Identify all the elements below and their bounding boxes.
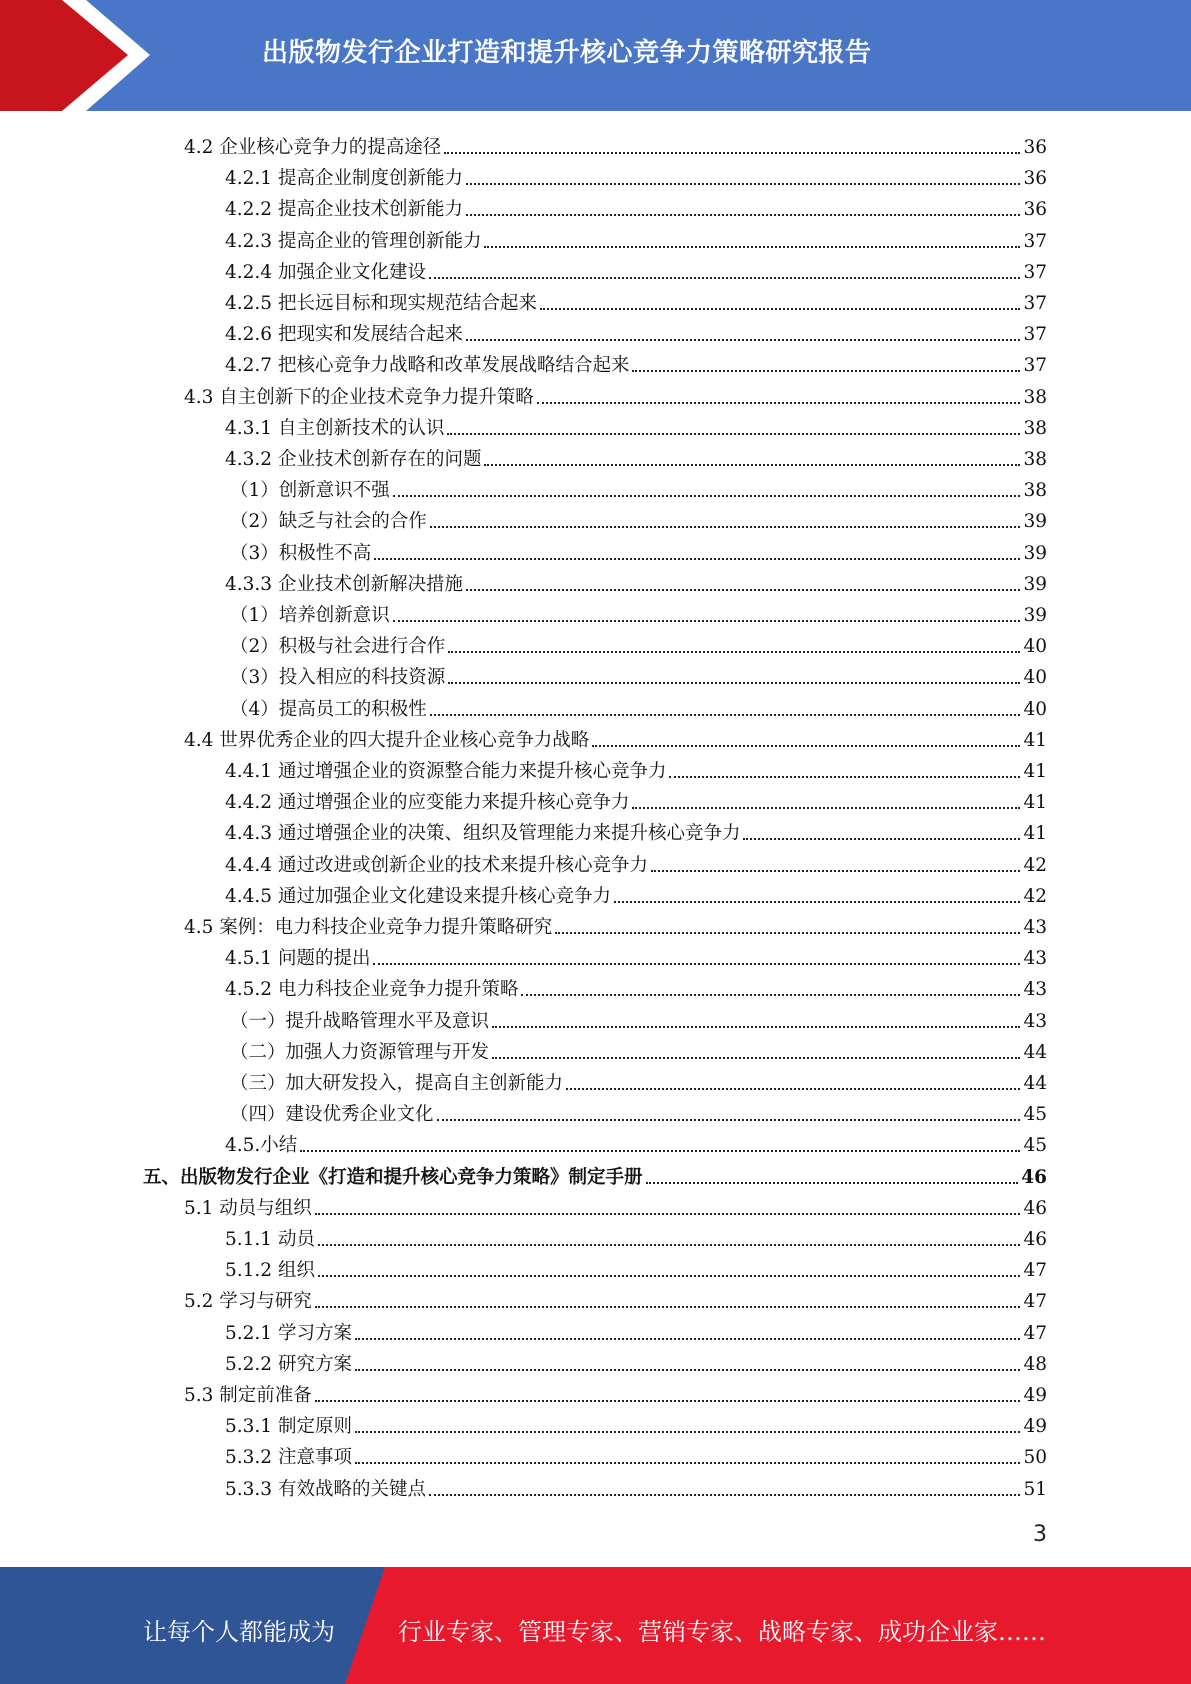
toc-entry[interactable] bbox=[225, 1220, 1047, 1251]
toc-entry[interactable] bbox=[230, 502, 1047, 533]
toc-entry-page: 51 bbox=[1023, 1478, 1047, 1500]
toc-leader-dots bbox=[429, 277, 1020, 279]
toc-entry-page: 39 bbox=[1023, 605, 1047, 626]
toc-entry-title: 5.2 学习与研究 bbox=[184, 1291, 312, 1313]
toc-entry-title: （1）培养创新意识 bbox=[230, 605, 390, 626]
toc-entry[interactable] bbox=[225, 222, 1047, 253]
toc-leader-dots bbox=[651, 870, 1020, 872]
toc-leader-dots bbox=[393, 620, 1021, 622]
toc-entry-title: （4）提高员工的积极性 bbox=[230, 698, 427, 720]
toc-entry-page: 43 bbox=[1023, 917, 1047, 938]
toc-entry-title: （3）投入相应的科技资源 bbox=[230, 667, 446, 689]
toc-entry-title: 4.3 自主创新下的企业技术竞争力提升策略 bbox=[184, 386, 534, 408]
toc-entry-page: 39 bbox=[1023, 573, 1047, 595]
toc-entry[interactable] bbox=[225, 1314, 1047, 1345]
toc-entry-title: 5.2.1 学习方案 bbox=[225, 1322, 352, 1344]
toc-entry-title: （四）建设优秀企业文化 bbox=[230, 1104, 434, 1126]
toc-leader-dots bbox=[484, 464, 1020, 466]
toc-entry-page: 49 bbox=[1023, 1416, 1047, 1438]
toc-entry-page: 39 bbox=[1023, 542, 1047, 564]
toc-entry[interactable] bbox=[230, 627, 1047, 658]
toc-leader-dots bbox=[355, 1431, 1021, 1433]
toc-entry[interactable] bbox=[184, 1282, 1047, 1313]
toc-leader-dots bbox=[632, 370, 1020, 372]
toc-entry[interactable] bbox=[225, 877, 1047, 908]
toc-entry[interactable] bbox=[184, 908, 1047, 939]
toc-entry-page: 47 bbox=[1023, 1260, 1047, 1282]
toc-entry[interactable] bbox=[230, 1002, 1047, 1033]
toc-entry[interactable] bbox=[225, 253, 1047, 284]
toc-entry-page: 40 bbox=[1023, 698, 1047, 720]
toc-leader-dots bbox=[592, 745, 1020, 747]
toc-entry-title: （三）加大研发投入，提高自主创新能力 bbox=[230, 1073, 564, 1094]
toc-entry[interactable] bbox=[230, 1033, 1047, 1064]
toc-entry-title: 5.3.3 有效战略的关键点 bbox=[225, 1478, 426, 1500]
toc-entry[interactable] bbox=[225, 846, 1047, 877]
toc-entry[interactable] bbox=[230, 1064, 1047, 1095]
toc-entry-title: 4.2.5 把长远目标和现实规范结合起来 bbox=[225, 293, 537, 314]
toc-entry[interactable] bbox=[225, 1251, 1047, 1282]
toc-entry-title: 4.5.1 问题的提出 bbox=[225, 948, 371, 970]
toc-entry[interactable] bbox=[225, 346, 1047, 377]
toc-entry-page: 41 bbox=[1023, 792, 1047, 814]
toc-entry-title: 4.5.2 电力科技企业竞争力提升策略 bbox=[225, 979, 519, 1001]
toc-entry[interactable] bbox=[230, 596, 1047, 627]
toc-leader-dots bbox=[466, 214, 1020, 216]
toc-entry-title: （2）积极与社会进行合作 bbox=[230, 636, 446, 658]
toc-leader-dots bbox=[444, 152, 1020, 154]
toc-entry[interactable] bbox=[225, 970, 1047, 1001]
toc-entry[interactable] bbox=[225, 1438, 1047, 1469]
toc-entry-title: 4.5.小结 bbox=[225, 1135, 298, 1157]
toc-entry[interactable] bbox=[225, 752, 1047, 783]
toc-entry-title: 五、出版物发行企业《打造和提升核心竞争力策略》制定手册 bbox=[143, 1166, 643, 1188]
toc-entry-title: 5.3.2 注意事项 bbox=[225, 1447, 352, 1469]
toc-entry-page: 41 bbox=[1023, 823, 1047, 845]
toc-leader-dots bbox=[315, 1400, 1021, 1402]
toc-entry-page: 45 bbox=[1023, 1104, 1047, 1126]
toc-leader-dots bbox=[355, 1369, 1021, 1371]
toc-entry-title: 5.3 制定前准备 bbox=[184, 1385, 312, 1406]
toc-entry-page: 37 bbox=[1023, 324, 1047, 346]
toc-entry[interactable] bbox=[225, 783, 1047, 814]
toc-entry-title: （2）缺乏与社会的合作 bbox=[230, 511, 427, 533]
toc-entry-page: 41 bbox=[1023, 729, 1047, 751]
toc-entry-page: 47 bbox=[1023, 1291, 1047, 1313]
toc-leader-dots bbox=[318, 1275, 1021, 1277]
toc-entry-page: 37 bbox=[1023, 230, 1047, 252]
toc-entry[interactable] bbox=[184, 721, 1047, 752]
toc-leader-dots bbox=[743, 838, 1020, 840]
toc-leader-dots bbox=[315, 1213, 1021, 1215]
toc-leader-dots bbox=[315, 1306, 1021, 1308]
toc-entry[interactable] bbox=[184, 378, 1047, 409]
toc-entry-page: 37 bbox=[1023, 261, 1047, 283]
toc-entry-page: 38 bbox=[1023, 449, 1047, 470]
toc-entry-page: 44 bbox=[1023, 1073, 1047, 1094]
toc-entry-title: 4.4 世界优秀企业的四大提升企业核心竞争力战略 bbox=[184, 729, 590, 751]
toc-entry-page: 50 bbox=[1023, 1447, 1047, 1469]
toc-leader-dots bbox=[373, 963, 1020, 965]
toc-entry-title: 4.4.1 通过增强企业的资源整合能力来提升核心竞争力 bbox=[225, 761, 667, 782]
toc-leader-dots bbox=[448, 651, 1020, 653]
toc-entry[interactable] bbox=[225, 440, 1047, 471]
toc-entry-page: 46 bbox=[1023, 1197, 1047, 1219]
toc-entry[interactable] bbox=[225, 1345, 1047, 1376]
toc-entry-page: 36 bbox=[1023, 168, 1047, 190]
toc-entry-page: 41 bbox=[1023, 761, 1047, 782]
toc-entry-page: 45 bbox=[1023, 1135, 1047, 1157]
toc-entry-title: 4.2.1 提高企业制度创新能力 bbox=[225, 168, 463, 190]
toc-entry-page: 43 bbox=[1023, 979, 1047, 1001]
toc-entry-title: 4.4.3 通过增强企业的决策、组织及管理能力来提升核心竞争力 bbox=[225, 823, 741, 845]
toc-entry-page: 46 bbox=[1021, 1166, 1047, 1188]
toc-leader-dots bbox=[393, 495, 1021, 497]
toc-entry-title: 5.2.2 研究方案 bbox=[225, 1353, 352, 1375]
toc-leader-dots bbox=[492, 1026, 1020, 1028]
toc-entry-page: 37 bbox=[1023, 355, 1047, 377]
toc-leader-dots bbox=[492, 1057, 1020, 1059]
toc-entry-page: 43 bbox=[1023, 948, 1047, 970]
toc-leader-dots bbox=[646, 1182, 1019, 1184]
toc-entry-page: 38 bbox=[1023, 417, 1047, 439]
toc-leader-dots bbox=[466, 183, 1020, 185]
toc-entry[interactable] bbox=[230, 690, 1047, 721]
toc-entry-title: （二）加强人力资源管理与开发 bbox=[230, 1041, 490, 1063]
toc-entry-title: 4.3.1 自主创新技术的认识 bbox=[225, 417, 445, 439]
toc-entry[interactable] bbox=[230, 471, 1047, 502]
toc-leader-dots bbox=[430, 526, 1021, 528]
toc-entry-title: 4.3.2 企业技术创新存在的问题 bbox=[225, 449, 482, 470]
toc-leader-dots bbox=[521, 994, 1020, 996]
toc-entry-title: 4.4.2 通过增强企业的应变能力来提升核心竞争力 bbox=[225, 792, 630, 814]
toc-entry[interactable] bbox=[184, 128, 1047, 159]
toc-entry-title: （1）创新意识不强 bbox=[230, 480, 390, 502]
toc-entry-page: 37 bbox=[1023, 293, 1047, 314]
toc-entry-page: 48 bbox=[1023, 1353, 1047, 1375]
toc-entry-page: 36 bbox=[1023, 137, 1047, 158]
toc-entry-title: 4.3.3 企业技术创新解决措施 bbox=[225, 573, 463, 595]
toc-leader-dots bbox=[300, 1150, 1020, 1152]
toc-entry[interactable] bbox=[225, 814, 1047, 845]
toc-entry-page: 38 bbox=[1023, 386, 1047, 408]
toc-entry-page: 40 bbox=[1023, 667, 1047, 689]
toc-leader-dots bbox=[669, 776, 1020, 778]
toc-entry-page: 49 bbox=[1023, 1385, 1047, 1406]
toc-entry-title: 4.2 企业核心竞争力的提高途径 bbox=[184, 137, 442, 158]
toc-entry-title: 4.4.4 通过改进或创新企业的技术来提升核心竞争力 bbox=[225, 854, 648, 876]
page-footer bbox=[0, 1567, 1191, 1684]
toc-entry[interactable] bbox=[225, 409, 1047, 440]
toc-leader-dots bbox=[566, 1088, 1020, 1090]
toc-leader-dots bbox=[484, 246, 1020, 248]
toc-entry-title: （3）积极性不高 bbox=[230, 542, 372, 564]
toc-leader-dots bbox=[355, 1338, 1021, 1340]
toc-entry-title: 4.2.6 把现实和发展结合起来 bbox=[225, 324, 463, 346]
toc-entry-title: 4.4.5 通过加强企业文化建设来提升核心竞争力 bbox=[225, 885, 611, 907]
toc-entry[interactable] bbox=[230, 658, 1047, 689]
toc-leader-dots bbox=[447, 433, 1020, 435]
toc-entry[interactable] bbox=[230, 1095, 1047, 1126]
toc-entry-title: 4.2.3 提高企业的管理创新能力 bbox=[225, 230, 482, 252]
toc-entry[interactable] bbox=[225, 315, 1047, 346]
toc-entry[interactable] bbox=[184, 1376, 1047, 1407]
toc-entry-page: 40 bbox=[1023, 636, 1047, 658]
header-title: 出版物发行企业打造和提升核心竞争力策略研究报告 bbox=[262, 38, 872, 68]
toc-entry-page: 42 bbox=[1023, 854, 1047, 876]
toc-leader-dots bbox=[318, 1244, 1021, 1246]
toc-leader-dots bbox=[448, 682, 1020, 684]
toc-entry-page: 47 bbox=[1023, 1322, 1047, 1344]
toc-entry-page: 46 bbox=[1023, 1229, 1047, 1250]
toc-entry-page: 44 bbox=[1023, 1041, 1047, 1063]
toc-entry[interactable] bbox=[225, 159, 1047, 190]
footer-slogan-right: 行业专家、管理专家、营销专家、战略专家、成功企业家…… bbox=[398, 1618, 1046, 1646]
toc-entry-title: 5.1.1 动员 bbox=[225, 1229, 315, 1250]
toc-entry-title: （一）提升战略管理水平及意识 bbox=[230, 1010, 490, 1032]
toc-entry-title: 4.5 案例：电力科技企业竞争力提升策略研究 bbox=[184, 917, 553, 938]
toc-entry-title: 4.2.2 提高企业技术创新能力 bbox=[225, 199, 463, 221]
toc-entry[interactable] bbox=[225, 1470, 1047, 1501]
toc-entry[interactable] bbox=[225, 1126, 1047, 1157]
toc-leader-dots bbox=[466, 339, 1020, 341]
toc-entry[interactable] bbox=[225, 284, 1047, 315]
toc-leader-dots bbox=[614, 901, 1020, 903]
toc-entry-title: 4.2.7 把核心竞争力战略和改革发展战略结合起来 bbox=[225, 355, 630, 377]
toc-entry-page: 43 bbox=[1023, 1010, 1047, 1032]
footer-slogan-left: 让每个人都能成为 bbox=[143, 1618, 335, 1646]
toc-entry-page: 42 bbox=[1023, 885, 1047, 907]
toc-leader-dots bbox=[355, 1462, 1021, 1464]
toc-entry-page: 38 bbox=[1023, 480, 1047, 502]
toc-entry[interactable] bbox=[225, 565, 1047, 596]
toc-leader-dots bbox=[540, 308, 1020, 310]
toc-leader-dots bbox=[466, 589, 1020, 591]
toc-leader-dots bbox=[537, 402, 1021, 404]
toc-leader-dots bbox=[430, 714, 1021, 716]
toc-entry-title: 5.1 动员与组织 bbox=[184, 1197, 312, 1219]
toc-leader-dots bbox=[374, 558, 1020, 560]
page-header bbox=[0, 0, 1191, 111]
toc-entry[interactable] bbox=[143, 1158, 1047, 1189]
toc-entry[interactable] bbox=[225, 939, 1047, 970]
toc-entry[interactable] bbox=[230, 534, 1047, 565]
toc-leader-dots bbox=[437, 1119, 1021, 1121]
toc-entry[interactable] bbox=[225, 1407, 1047, 1438]
toc-entry-page: 39 bbox=[1023, 511, 1047, 533]
toc-leader-dots bbox=[555, 932, 1020, 934]
toc-entry-title: 5.1.2 组织 bbox=[225, 1260, 315, 1282]
toc-leader-dots bbox=[429, 1494, 1020, 1496]
toc-entry-title: 5.3.1 制定原则 bbox=[225, 1416, 352, 1438]
toc-entry-page: 36 bbox=[1023, 199, 1047, 221]
toc-entry-title: 4.2.4 加强企业文化建设 bbox=[225, 261, 426, 283]
toc-entry[interactable] bbox=[225, 190, 1047, 221]
page-number: 3 bbox=[1033, 1522, 1047, 1547]
toc-leader-dots bbox=[632, 807, 1020, 809]
toc-entry[interactable] bbox=[184, 1189, 1047, 1220]
